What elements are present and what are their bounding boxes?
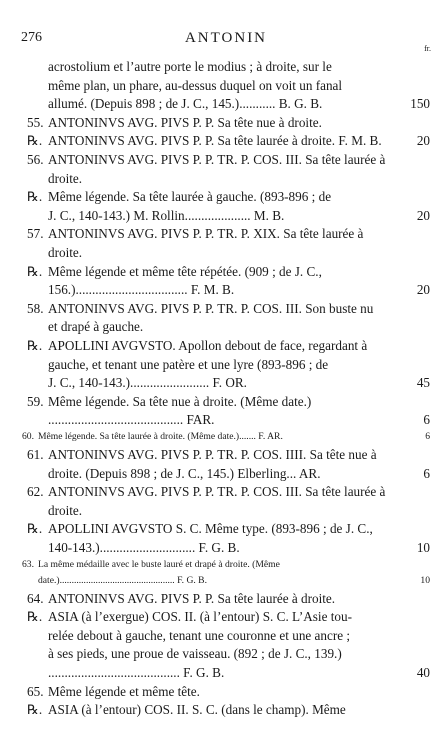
page-number: 276 [21,30,42,45]
entry-text: droite. [48,502,83,518]
text-line [0,263,446,281]
text-line [0,207,446,225]
entry-price: 20 [416,207,430,223]
entry-text: ........................................ F. G. B. [48,665,225,680]
text-line [0,701,446,719]
text-line [0,683,446,701]
entry-text: La même médaille avec le buste lauré et drapé à droite. (Même [38,558,280,570]
entry-text: 140-143.)............................. F. G. B. [48,540,240,555]
text-line [0,374,446,392]
entry-text: ANTONINVS AVG. PIVS P. P. TR. P. COS. IIII. Sa tête nue à [48,447,377,462]
text-line [0,590,446,608]
entry-text: ANTONINVS AVG. PIVS P. P. TR. P. COS. III. Son buste nu [48,300,374,316]
entry-text: ANTONINVS AVG. PIVS P. P. Sa tête laurée à droite. F. M. B. [48,133,382,149]
entry-text: ......................................... FAR. [48,412,215,428]
text-line [0,483,446,501]
text-line [0,645,446,663]
entry-text: ANTONINVS AVG. PIVS P. P. TR. P. COS. III. Sa tête laurée à [48,484,386,500]
entry-text: APOLLINI AVGVSTO. Apollon debout de face, regardant à [48,338,368,353]
entry-number: 62. [27,484,44,500]
text-line [0,411,446,429]
entry-price: 20 [416,282,430,298]
entry-text: Même légende. Sa tête laurée à gauche. (893-896 ; de [48,189,332,205]
entry-number: 65. [27,683,44,699]
text-line [0,574,446,588]
entry-number: 58. [27,300,44,316]
entry-text: J. C., 140-143.) M. Rollin.................... M. B. [48,207,285,223]
text-line [0,225,446,243]
entry-price: 6 [423,465,430,481]
entry-text: gauche, et tenant une patère et une lyre (893-896 ; de [48,356,329,372]
text-line [0,170,446,188]
entry-number: ℞. [27,702,43,718]
entry-text: ANTONINVS AVG. PIVS P. P. TR. P. XIX. Sa tête laurée à [48,226,364,242]
text-line [0,664,446,682]
entry-text: droite. (Depuis 898 ; de J. C., 145.) Elberling... AR. [48,465,321,481]
entry-price: 150 [410,96,430,112]
text-line [0,300,446,318]
entry-text: ANTONINVS AVG. PIVS P. P. Sa tête laurée à droite. [48,590,336,606]
entry-number: ℞. [27,521,43,537]
entry-number: 59. [27,393,44,409]
entry-number: ℞. [27,338,43,353]
entry-price: 20 [416,133,430,149]
text-line [0,281,446,299]
text-line [0,95,446,113]
entry-number: 63. [22,558,34,570]
text-line [0,318,446,336]
entry-text: date.)................................................ F. G. B. [38,574,207,586]
text-line [0,558,446,572]
entry-text: droite. [48,245,83,260]
entry-price: 40 [416,665,430,680]
entry-price: 6 [423,412,430,428]
text-line [0,132,446,150]
entry-price: 10 [416,540,430,555]
entry-text: à ses pieds, une proue de vaisseau. (892 ; de J. C., 139.) [48,646,342,662]
text-line [0,58,446,76]
entry-text: ANTONINVS AVG. PIVS P. P. TR. P. COS. III. Sa tête laurée à [48,152,386,167]
entry-text: même plan, un phare, au-dessus duquel on voit un fanal [48,77,343,93]
text-line [0,114,446,132]
entry-text: ASIA (à l’exergue) COS. II. (à l’entour) S. C. L’Asie tou- [48,609,352,625]
entry-number: 61. [27,447,44,462]
running-title: ANTONIN [184,30,268,46]
entry-number: ℞. [27,609,43,625]
entry-text: relée debout à gauche, tenant une couronne et une ancre ; [48,627,351,643]
text-line [0,356,446,374]
entry-text: J. C., 140-143.)........................ F. OR. [48,375,247,391]
text-line [0,520,446,538]
entry-number: 64. [27,590,44,606]
entry-text: Même légende et même tête. [48,683,200,699]
entry-text: Même légende. Sa tête nue à droite. (Même date.) [48,393,312,409]
text-line [0,430,446,444]
entry-price: 6 [425,431,430,442]
entry-text: Même légende et même tête répétée. (909 ; de J. C., [48,263,322,279]
entry-number: ℞. [27,133,43,149]
text-line [0,188,446,206]
text-line [0,337,446,355]
entry-number: ℞. [27,189,43,205]
entry-text: ASIA (à l’entour) COS. II. S. C. (dans le champ). Même [48,702,346,718]
price-column-label: fr. [424,44,431,53]
entry-number: 60. [22,431,34,442]
entry-text: ANTONINVS AVG. PIVS P. P. Sa tête nue à droite. [48,114,322,130]
entry-number: 55. [27,114,44,130]
page-header [21,30,431,53]
text-line [0,244,446,262]
entry-text: 156.).................................. F. M. B. [48,282,235,298]
entry-text: APOLLINI AVGVSTO S. C. Même type. (893-896 ; de J. C., [48,521,373,537]
text-line [0,151,446,169]
text-line [0,627,446,645]
text-line [0,393,446,411]
text-line [0,502,446,520]
text-line [0,465,446,483]
entry-text: acrostolium et l’autre porte le modius ; à droite, sur le [48,59,332,74]
text-line [0,446,446,464]
entry-price: 10 [420,574,430,586]
entry-text: droite. [48,170,83,186]
entry-number: 56. [27,152,44,167]
text-line [0,539,446,557]
text-line [0,608,446,626]
entry-number: 57. [27,226,44,242]
text-line [0,77,446,95]
entry-text: et drapé à gauche. [48,319,144,335]
entry-number: ℞. [27,263,43,279]
entry-text: Même légende. Sa tête laurée à droite. (Même date.)....... F. AR. [38,431,283,442]
entry-price: 45 [416,375,430,391]
entry-text: allumé. (Depuis 898 ; de J. C., 145.)........... B. G. B. [48,96,323,112]
